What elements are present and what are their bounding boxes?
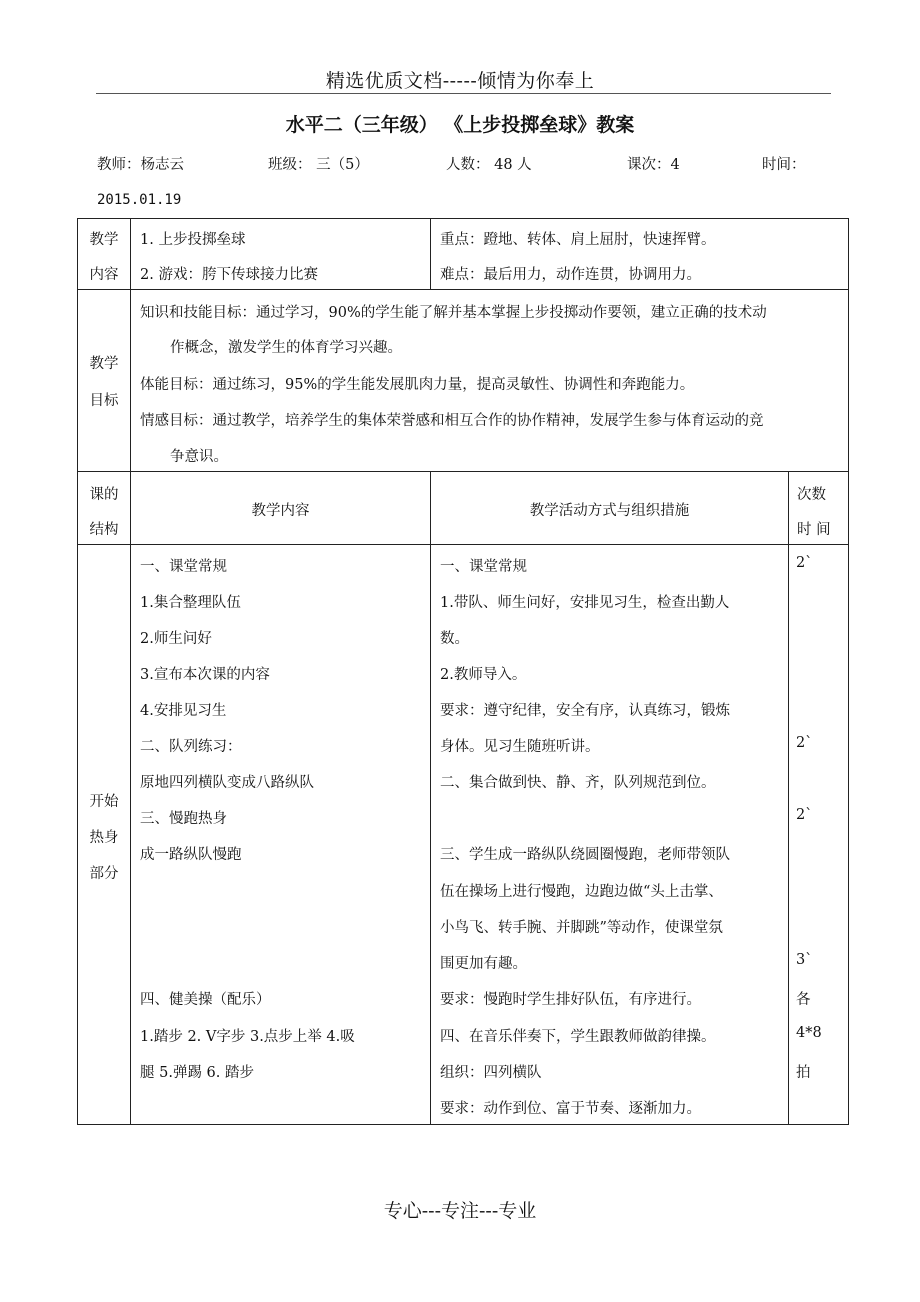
content-line: 一、课堂常规 (140, 559, 227, 575)
content-line: 3.宣布本次课的内容 (140, 667, 270, 683)
content-line: 4.安排见习生 (140, 703, 227, 719)
content-line: 二、队列练习： (140, 739, 242, 755)
content-label-1: 教学 (89, 232, 119, 248)
method-line: 二、集合做到快、静、齐，队列规范到位。 (440, 775, 716, 791)
time-header-2: 时 间 (797, 522, 831, 538)
time-value: 各 (796, 992, 811, 1008)
content-line: 1.踏步 2. V字步 3.点步上举 4.吸 (140, 1029, 355, 1045)
method-line: 要求：慢跑时学生排好队伍，有序进行。 (440, 992, 701, 1008)
content-label-cell (77, 218, 131, 290)
content-header: 教学内容 (251, 503, 310, 519)
goals-label-cell (77, 289, 131, 472)
method-line: 1.带队、师生问好，安排见习生，检查出勤人 (440, 595, 730, 611)
section-label-3: 部分 (89, 866, 119, 882)
time-header-1: 次数 (797, 487, 826, 503)
structure-header-cell (77, 471, 131, 545)
time-label: 时间： (762, 157, 806, 173)
time-value: 2` (796, 807, 813, 823)
time-value: 2` (796, 735, 813, 751)
method-line: 身体。见习生随班听讲。 (440, 739, 600, 755)
count-info: 人数： 48 人 (446, 157, 532, 173)
method-header-cell (430, 471, 789, 545)
knowledge-goal-1: 知识和技能目标：通过学习，90%的学生能了解并基本掌握上步投掷动作要领，建立正确的技术动 (140, 305, 767, 321)
class-info: 班级： 三（5） (268, 157, 369, 173)
emotion-goal-2: 争意识。 (170, 449, 228, 465)
method-line: 四、在音乐伴奏下，学生跟教师做韵律操。 (440, 1029, 716, 1045)
section-method-cell (430, 544, 789, 1125)
content-line: 成一路纵队慢跑 (140, 847, 242, 863)
method-line: 要求：动作到位、富于节奏、逐渐加力。 (440, 1101, 701, 1117)
goals-label-1: 教学 (89, 356, 119, 372)
content-items-cell (130, 218, 431, 290)
structure-header-1: 课的 (89, 487, 119, 503)
teacher-info: 教师：杨志云 (97, 157, 184, 173)
content-line: 2.师生问好 (140, 631, 212, 647)
section-label-cell (77, 544, 131, 1125)
time-value: 2` (796, 555, 813, 571)
method-line: 小鸟飞、转手腕、并脚跳”等动作，使课堂氛 (440, 920, 723, 936)
key-point: 重点：蹬地、转体、肩上屈肘，快速挥臂。 (440, 232, 716, 248)
knowledge-goal-2: 作概念，激发学生的体育学习兴趣。 (170, 340, 402, 356)
method-line: 一、课堂常规 (440, 559, 527, 575)
section-label-1: 开始 (89, 794, 119, 810)
section-content-cell (130, 544, 431, 1125)
content-item-2: 2. 游戏：胯下传球接力比赛 (140, 267, 318, 283)
goals-label-2: 目标 (89, 393, 119, 409)
footer-text: 专心---专注---专业 (383, 1200, 537, 1222)
method-line: 2.教师导入。 (440, 667, 527, 683)
key-points-cell (430, 218, 849, 290)
content-line: 腿 5.弹踢 6. 踏步 (140, 1065, 254, 1081)
method-line: 组织：四列横队 (440, 1065, 542, 1081)
method-line: 伍在操场上进行慢跑，边跑边做“头上击掌、 (440, 884, 723, 900)
time-value: 3` (796, 952, 813, 968)
header-divider (96, 93, 831, 94)
section-label-2: 热身 (89, 830, 119, 846)
method-line: 要求：遵守纪律，安全有序，认真练习，锻炼 (440, 703, 730, 719)
structure-header-2: 结构 (89, 522, 119, 538)
content-label-2: 内容 (89, 267, 119, 283)
time-value: 拍 (796, 1065, 811, 1081)
goals-cell (130, 289, 849, 472)
time-header-cell (788, 471, 849, 545)
lesson-info: 课次：4 (627, 157, 680, 173)
document-title: 水平二（三年级） 《上步投掷垒球》教案 (285, 114, 635, 136)
difficulty-point: 难点：最后用力，动作连贯，协调用力。 (440, 267, 701, 283)
method-header: 教学活动方式与组织措施 (529, 503, 690, 519)
method-line: 三、学生成一路纵队绕圆圈慢跑，老师带领队 (440, 847, 730, 863)
method-line: 围更加有趣。 (440, 956, 527, 972)
content-header-cell (130, 471, 431, 545)
content-item-1: 1. 上步投掷垒球 (140, 232, 246, 248)
header-text: 精选优质文档-----倾情为你奉上 (325, 70, 595, 92)
lesson-date: 2015.01.19 (97, 192, 182, 208)
time-value: 4*8 (796, 1025, 822, 1041)
method-line: 数。 (440, 631, 469, 647)
section-time-cell (788, 544, 849, 1125)
content-line: 原地四列横队变成八路纵队 (140, 775, 314, 791)
content-line: 四、健美操（配乐） (140, 992, 271, 1008)
physical-goal: 体能目标：通过练习，95%的学生能发展肌肉力量，提高灵敏性、协调性和奔跑能力。 (140, 377, 695, 393)
content-line: 1.集合整理队伍 (140, 595, 241, 611)
content-line: 三、慢跑热身 (140, 811, 227, 827)
emotion-goal-1: 情感目标：通过教学，培养学生的集体荣誉感和相互合作的协作精神，发展学生参与体育运动的竞 (140, 413, 764, 429)
